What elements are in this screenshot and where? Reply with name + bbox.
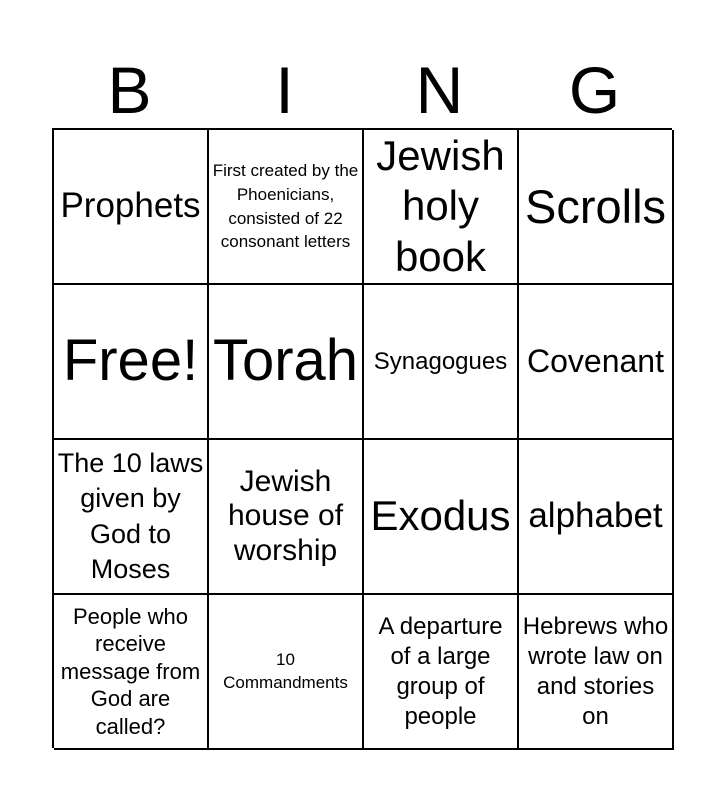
cell-text: Prophets [60, 186, 201, 226]
bingo-cell[interactable] [209, 285, 364, 440]
bingo-header [52, 52, 672, 128]
bingo-cell[interactable] [54, 440, 209, 595]
bingo-cell[interactable] [364, 440, 519, 595]
cell-text: A departure of a large group of people [378, 612, 503, 730]
bingo-cell[interactable] [519, 595, 674, 750]
bingo-cell[interactable] [519, 440, 674, 595]
bingo-cell[interactable] [209, 595, 364, 750]
cell-text: Jewish holy book [376, 131, 505, 280]
cell-text: Synagogues [373, 347, 508, 375]
bingo-cell[interactable] [364, 285, 519, 440]
bingo-grid [52, 128, 672, 748]
cell-text: Hebrews who wrote law on and stories on [522, 612, 669, 730]
bingo-cell[interactable] [54, 130, 209, 285]
cell-text: The 10 laws given by God to Moses [57, 448, 204, 584]
cell-text: People who receive message from God are called? [60, 603, 201, 739]
bingo-cell[interactable] [209, 440, 364, 595]
bingo-cell[interactable] [209, 130, 364, 285]
cell-text: First created by the Phoenicians, consisted of 22 consonant letters [212, 160, 359, 252]
bingo-cell[interactable] [54, 595, 209, 750]
cell-text: Exodus [370, 492, 511, 540]
bingo-cell[interactable] [519, 285, 674, 440]
free-space-cell[interactable] [54, 285, 209, 440]
cell-text: Scrolls [524, 179, 667, 233]
cell-text: Torah [212, 328, 359, 394]
header-letter-n: N [415, 53, 464, 127]
header-letter-b: B [107, 53, 152, 127]
bingo-cell[interactable] [519, 130, 674, 285]
bingo-cell[interactable] [364, 130, 519, 285]
header-letter-i: I [275, 53, 294, 127]
cell-text: Covenant [527, 343, 664, 380]
cell-text: alphabet [528, 496, 663, 536]
cell-text: 10 Commandments [223, 649, 348, 692]
header-letter-g: G [568, 53, 621, 127]
cell-text: Free! [62, 328, 199, 394]
cell-text: Jewish house of worship [227, 464, 344, 567]
bingo-cell[interactable] [364, 595, 519, 750]
